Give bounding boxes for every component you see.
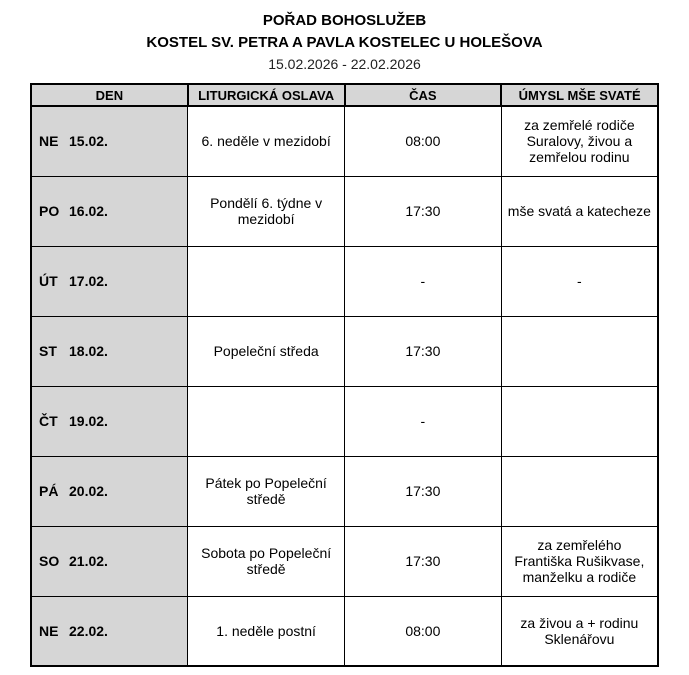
table-row <box>31 526 658 596</box>
table-row <box>31 456 658 526</box>
day-date: 19.02. <box>69 413 108 429</box>
table-row <box>31 176 658 246</box>
day-date: 20.02. <box>69 483 108 499</box>
intention-cell: mše svatá a katecheze <box>501 176 658 246</box>
celebration-cell: Popeleční středa <box>188 316 345 386</box>
intention-cell <box>501 456 658 526</box>
day-abbr: SO <box>39 553 60 569</box>
celebration-cell <box>188 246 345 316</box>
time-cell: 08:00 <box>345 106 502 176</box>
table-row <box>31 596 658 666</box>
celebration-cell: 6. neděle v mezidobí <box>188 106 345 176</box>
day-abbr: ČT <box>39 413 58 429</box>
day-cell <box>31 456 188 526</box>
day-cell <box>31 246 188 316</box>
intention-cell <box>501 316 658 386</box>
intention-cell <box>501 386 658 456</box>
time-cell: 17:30 <box>345 456 502 526</box>
table-header-row <box>31 84 658 106</box>
table-row <box>31 106 658 176</box>
celebration-cell: Pondělí 6. týdne v mezidobí <box>188 176 345 246</box>
day-cell <box>31 526 188 596</box>
table-row <box>31 246 658 316</box>
celebration-cell: Pátek po Popeleční středě <box>188 456 345 526</box>
day-cell <box>31 596 188 666</box>
church-name: KOSTEL SV. PETRA A PAVLA KOSTELEC U HOLEŠOVA <box>146 34 543 51</box>
celebration-cell: Sobota po Popeleční středě <box>188 526 345 596</box>
day-cell <box>31 106 188 176</box>
table-row <box>31 316 658 386</box>
day-cell <box>31 386 188 456</box>
celebration-cell: 1. neděle postní <box>188 596 345 666</box>
day-date: 16.02. <box>69 203 108 219</box>
day-abbr: PÁ <box>39 483 59 499</box>
day-abbr: NE <box>39 622 59 639</box>
day-abbr: PO <box>39 203 60 219</box>
intention-cell: za zemřelé rodiče Suralovy, živou a zemřelou rodinu <box>501 106 658 176</box>
page-header <box>0 0 689 74</box>
time-cell: 08:00 <box>345 596 502 666</box>
time-cell: 17:30 <box>345 176 502 246</box>
time-cell: - <box>345 386 502 456</box>
day-cell <box>31 176 188 246</box>
day-date: 22.02. <box>69 622 108 639</box>
day-abbr: NE <box>39 133 59 150</box>
time-cell: 17:30 <box>345 526 502 596</box>
day-date: 18.02. <box>69 343 108 359</box>
day-abbr: ÚT <box>39 273 58 289</box>
intention-cell: - <box>501 246 658 316</box>
intention-cell: za zemřelého Františka Rušikvase, manželku a rodiče <box>501 526 658 596</box>
intention-cell: za živou a + rodinu Sklenářovu <box>501 596 658 666</box>
column-header-intention: ÚMYSL MŠE SVATÉ <box>501 84 658 106</box>
day-abbr: ST <box>39 343 57 359</box>
day-date: 21.02. <box>69 553 108 569</box>
day-date: 15.02. <box>69 133 108 150</box>
table-row <box>31 386 658 456</box>
page-title: POŘAD BOHOSLUŽEB <box>262 12 427 29</box>
time-cell: 17:30 <box>345 316 502 386</box>
day-cell <box>31 316 188 386</box>
column-header-day: DEN <box>31 84 188 106</box>
column-header-celebration: LITURGICKÁ OSLAVA <box>188 84 345 106</box>
date-range: 15.02.2026 - 22.02.2026 <box>268 56 421 72</box>
time-cell: - <box>345 246 502 316</box>
schedule-table <box>30 83 659 667</box>
day-date: 17.02. <box>69 273 108 289</box>
column-header-time: ČAS <box>345 84 502 106</box>
celebration-cell <box>188 386 345 456</box>
